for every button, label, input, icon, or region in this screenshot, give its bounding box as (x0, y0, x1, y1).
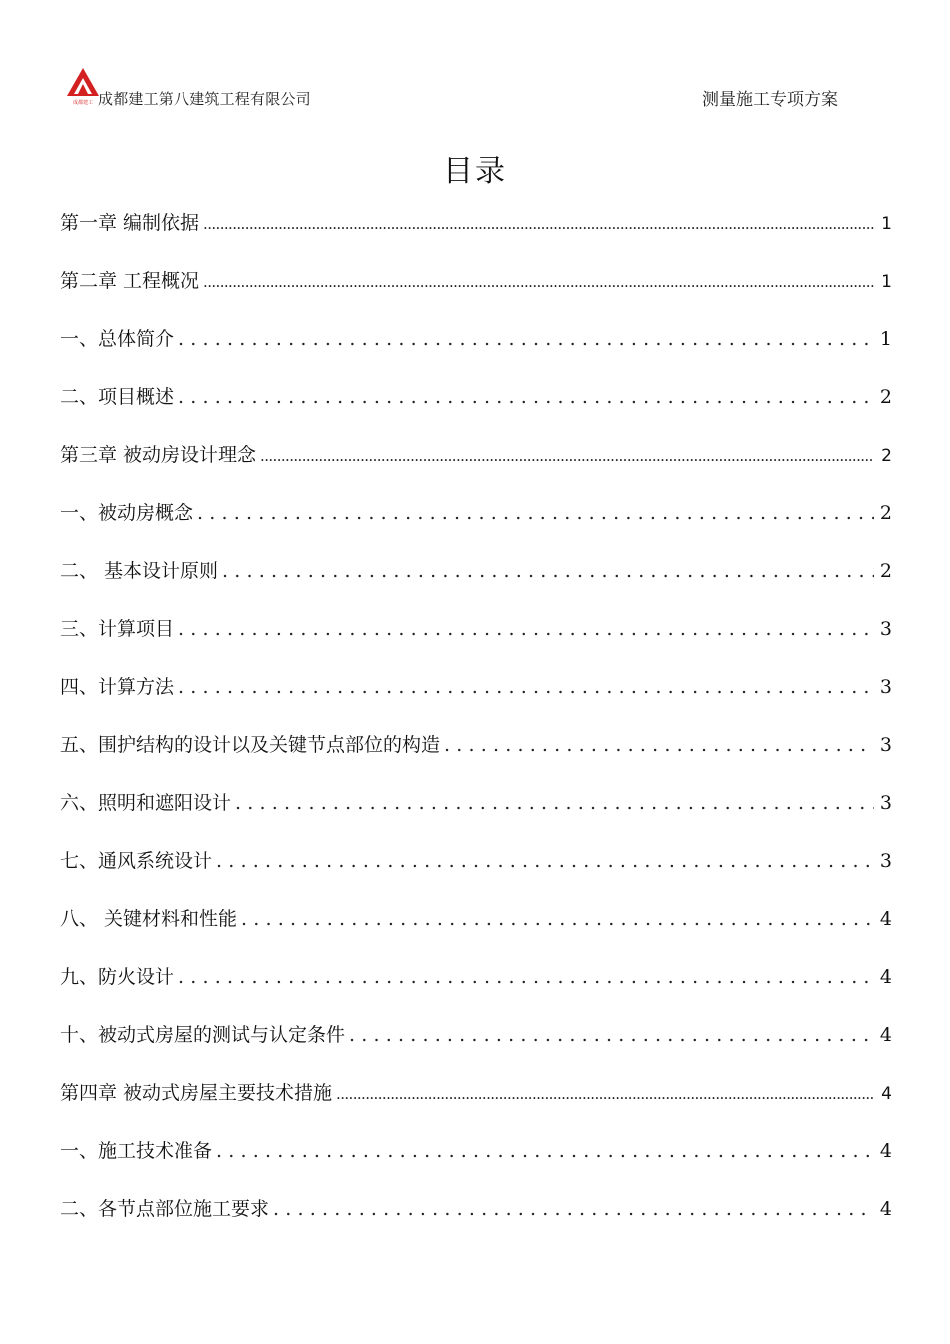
toc-entry-label: 二、项目概述 (60, 386, 175, 408)
toc-dot-leader (349, 1024, 874, 1046)
toc-entry-label: 第四章 被动式房屋主要技术措施 (60, 1082, 333, 1104)
toc-dot-leader (178, 966, 874, 988)
toc-entry-page-number: 4 (879, 1024, 892, 1046)
toc-entry[interactable] (60, 440, 892, 498)
toc-entry[interactable] (60, 556, 892, 614)
logo-text: 成都建工 (72, 100, 94, 106)
toc-entry-page-number: 4 (879, 1198, 892, 1220)
company-name: 成都建工第八建筑工程有限公司 (98, 90, 311, 108)
toc-entry-label: 第三章 被动房设计理念 (60, 444, 257, 466)
toc-entry-label: 一、施工技术准备 (60, 1140, 213, 1162)
toc-entry[interactable] (60, 1078, 892, 1136)
toc-dot-leader (203, 215, 874, 233)
toc-entry[interactable] (60, 324, 892, 382)
toc-dot-leader (197, 502, 874, 524)
toc-entry-label: 一、总体简介 (60, 328, 175, 350)
toc-entry[interactable] (60, 788, 892, 846)
toc-entry[interactable] (60, 1020, 892, 1078)
table-of-contents (60, 208, 892, 1252)
toc-dot-leader (178, 618, 874, 640)
toc-entry-label: 四、计算方法 (60, 676, 175, 698)
toc-heading: 目录 (443, 154, 507, 189)
toc-entry[interactable] (60, 498, 892, 556)
toc-entry-page-number: 1 (881, 272, 892, 292)
toc-entry-label: 六、照明和遮阳设计 (60, 792, 232, 814)
toc-entry-page-number: 4 (879, 1140, 892, 1162)
toc-entry-page-number: 4 (881, 1084, 892, 1104)
toc-dot-leader (216, 850, 874, 872)
toc-entry[interactable] (60, 672, 892, 730)
toc-entry-page-number: 2 (881, 446, 892, 466)
toc-entry[interactable] (60, 208, 892, 266)
document-title: 测量施工专项方案 (702, 90, 838, 110)
toc-entry-page-number: 2 (879, 560, 892, 582)
toc-dot-leader (273, 1198, 874, 1220)
toc-entry-page-number: 3 (879, 792, 892, 814)
toc-entry-label: 第二章 工程概况 (60, 270, 200, 292)
toc-dot-leader (260, 447, 874, 465)
toc-dot-leader (241, 908, 874, 930)
toc-dot-leader (178, 676, 874, 698)
toc-dot-leader (216, 1140, 874, 1162)
toc-entry[interactable] (60, 962, 892, 1020)
toc-entry[interactable] (60, 1136, 892, 1194)
toc-dot-leader (235, 792, 874, 814)
page-header (0, 0, 950, 120)
toc-dot-leader (203, 273, 874, 291)
toc-entry-label: 一、被动房概念 (60, 502, 194, 524)
toc-dot-leader (444, 734, 874, 756)
toc-entry-label: 十、被动式房屋的测试与认定条件 (60, 1024, 346, 1046)
toc-entry-page-number: 4 (879, 966, 892, 988)
toc-entry-label: 二、各节点部位施工要求 (60, 1198, 270, 1220)
toc-entry[interactable] (60, 1194, 892, 1252)
toc-dot-leader (222, 560, 874, 582)
toc-entry-page-number: 2 (879, 386, 892, 408)
toc-entry-page-number: 3 (879, 850, 892, 872)
toc-entry[interactable] (60, 730, 892, 788)
toc-entry[interactable] (60, 904, 892, 962)
toc-entry-label: 二、 基本设计原则 (60, 560, 219, 582)
toc-entry-page-number: 2 (879, 502, 892, 524)
toc-entry[interactable] (60, 382, 892, 440)
toc-entry-label: 五、围护结构的设计以及关键节点部位的构造 (60, 734, 441, 756)
toc-entry[interactable] (60, 614, 892, 672)
toc-entry-label: 第一章 编制依据 (60, 212, 200, 234)
company-logo (66, 66, 100, 106)
toc-entry-label: 七、通风系统设计 (60, 850, 213, 872)
toc-entry[interactable] (60, 266, 892, 324)
toc-entry-label: 九、防火设计 (60, 966, 175, 988)
toc-entry-page-number: 3 (879, 618, 892, 640)
toc-dot-leader (178, 328, 874, 350)
toc-dot-leader (336, 1085, 874, 1103)
toc-entry[interactable] (60, 846, 892, 904)
toc-entry-label: 八、 关键材料和性能 (60, 908, 238, 930)
toc-entry-page-number: 1 (879, 328, 892, 350)
toc-entry-page-number: 3 (879, 734, 892, 756)
toc-entry-page-number: 4 (879, 908, 892, 930)
toc-entry-page-number: 1 (881, 214, 892, 234)
toc-entry-label: 三、计算项目 (60, 618, 175, 640)
toc-dot-leader (178, 386, 874, 408)
toc-entry-page-number: 3 (879, 676, 892, 698)
